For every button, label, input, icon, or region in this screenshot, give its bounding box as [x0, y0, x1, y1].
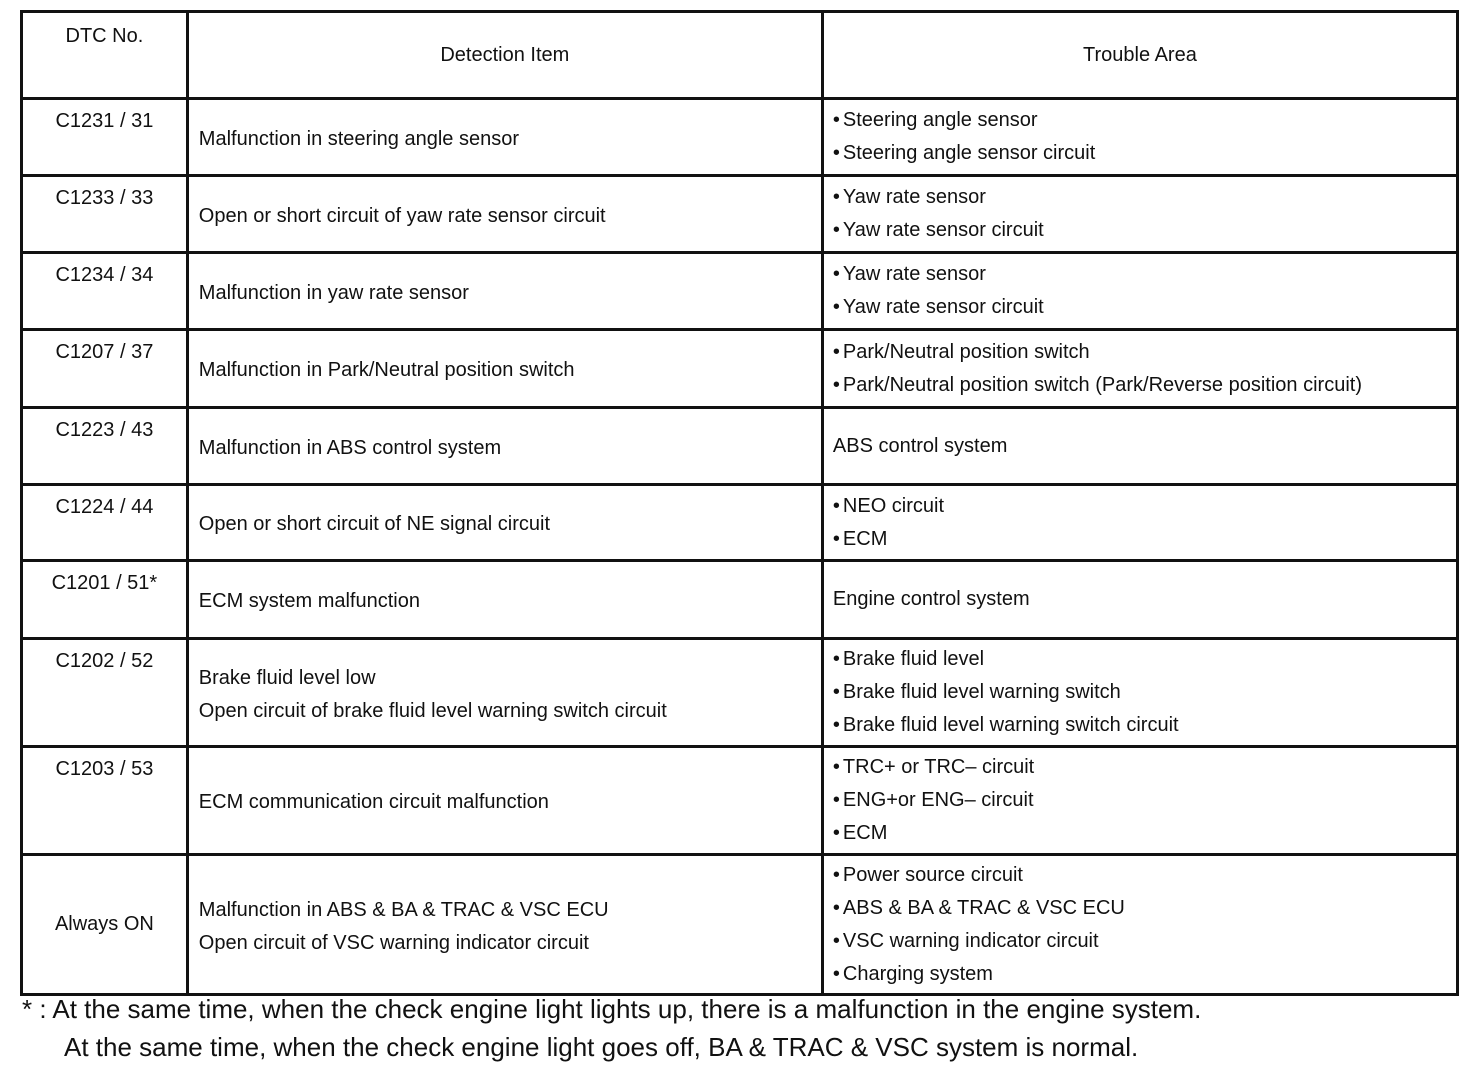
trouble-area-cell	[822, 176, 1457, 253]
table-row	[22, 639, 1458, 747]
header-trouble-area: Trouble Area	[822, 12, 1457, 99]
detection-item-line: Open or short circuit of NE signal circuit	[198, 513, 551, 535]
table-row	[22, 99, 1458, 176]
header-dtc-no: DTC No.	[22, 12, 188, 99]
trouble-area-bullet-item: • Park/Neutral position switch (Park/Reverse position circuit)	[833, 369, 1456, 402]
table-header-row	[22, 12, 1458, 99]
trouble-area-bullet-item: • Steering angle sensor circuit	[833, 137, 1456, 170]
trouble-area-bullet-item: • Yaw rate sensor	[833, 258, 1456, 291]
detection-item-cell	[187, 408, 822, 485]
dtc-table	[20, 10, 1459, 996]
detection-item-cell	[187, 561, 822, 639]
detection-item-cell	[187, 855, 822, 995]
trouble-area-bullet-item: • TRC+ or TRC– circuit	[833, 751, 1456, 784]
trouble-area-bullet-item: • NEO circuit	[833, 490, 1456, 523]
detection-item-line: Brake fluid level low	[198, 666, 376, 689]
trouble-area-cell	[822, 561, 1457, 639]
detection-item-cell	[187, 747, 822, 855]
detection-item-cell	[187, 99, 822, 176]
table-row	[22, 747, 1458, 855]
footnote	[22, 990, 1201, 1066]
trouble-area-text: ABS control system	[832, 434, 1008, 457]
trouble-area-bullet-item: • Yaw rate sensor	[833, 181, 1456, 214]
table-row	[22, 485, 1458, 561]
detection-item-line: Malfunction in steering angle sensor	[198, 127, 519, 150]
trouble-area-bullet-item: • Brake fluid level warning switch circuit	[833, 709, 1456, 742]
detection-item-cell	[187, 330, 822, 408]
trouble-area-cell	[822, 408, 1457, 485]
trouble-area-bullet-item: • ABS & BA & TRAC & VSC ECU	[833, 892, 1456, 925]
trouble-area-bullet-item: • Yaw rate sensor circuit	[833, 214, 1456, 247]
detection-item-cell	[187, 176, 822, 253]
trouble-area-bullet-item: • Brake fluid level warning switch	[833, 676, 1456, 709]
trouble-area-cell	[822, 855, 1457, 995]
table-body	[22, 99, 1458, 995]
dtc-code-cell: C1233 / 33	[22, 176, 188, 253]
trouble-area-bullet-item: • Yaw rate sensor circuit	[833, 291, 1456, 324]
trouble-area-cell	[822, 99, 1457, 176]
trouble-area-bullet-item: • Park/Neutral position switch	[833, 336, 1456, 369]
table-row	[22, 253, 1458, 330]
trouble-area-bullet-item: • ECM	[833, 523, 1456, 556]
trouble-area-cell	[822, 639, 1457, 747]
detection-item-cell	[187, 485, 822, 561]
trouble-area-cell	[822, 330, 1457, 408]
trouble-area-bullet-item: • Power source circuit	[833, 859, 1456, 892]
dtc-code-cell: C1207 / 37	[22, 330, 188, 408]
detection-item-line: ECM communication circuit malfunction	[198, 791, 549, 813]
trouble-area-bullet-item: • Charging system	[833, 958, 1456, 991]
dtc-code-cell: Always ON	[22, 855, 188, 995]
trouble-area-bullet-item: • VSC warning indicator circuit	[833, 925, 1456, 958]
dtc-code-cell: C1231 / 31	[22, 99, 188, 176]
detection-item-line: Malfunction in yaw rate sensor	[198, 281, 469, 304]
table-row	[22, 330, 1458, 408]
table-row	[22, 561, 1458, 639]
trouble-area-bullet-item: • ECM	[833, 817, 1456, 850]
trouble-area-bullet-item: • ENG+or ENG– circuit	[833, 784, 1456, 817]
dtc-code-cell: C1223 / 43	[22, 408, 188, 485]
dtc-code-cell: C1202 / 52	[22, 639, 188, 747]
detection-item-line: Malfunction in ABS control system	[198, 436, 502, 459]
dtc-code-cell: C1234 / 34	[22, 253, 188, 330]
trouble-area-cell	[822, 485, 1457, 561]
detection-item-line: Malfunction in Park/Neutral position switch	[198, 359, 575, 381]
trouble-area-text: Engine control system	[832, 588, 1030, 610]
table-row	[22, 176, 1458, 253]
detection-item-line: Open or short circuit of yaw rate sensor circuit	[198, 204, 606, 227]
detection-item-cell	[187, 639, 822, 747]
header-detection-item: Detection Item	[187, 12, 822, 99]
trouble-area-cell	[822, 253, 1457, 330]
detection-item-line: Open circuit of VSC warning indicator circuit	[198, 931, 589, 954]
footnote-line-1: * : At the same time, when the check engine light lights up, there is a malfunction in the engine system.	[22, 994, 1202, 1024]
trouble-area-cell	[822, 747, 1457, 855]
detection-item-line: Malfunction in ABS & BA & TRAC & VSC ECU	[198, 898, 609, 921]
detection-item-line: ECM system malfunction	[198, 590, 420, 612]
detection-item-cell	[187, 253, 822, 330]
footnote-line-2: At the same time, when the check engine light goes off, BA & TRAC & VSC system is normal.	[64, 1032, 1139, 1062]
table-row	[22, 855, 1458, 995]
dtc-code-cell: C1224 / 44	[22, 485, 188, 561]
dtc-code-cell: C1201 / 51*	[22, 561, 188, 639]
dtc-code-cell: C1203 / 53	[22, 747, 188, 855]
table-row	[22, 408, 1458, 485]
trouble-area-bullet-item: • Steering angle sensor	[833, 104, 1456, 137]
trouble-area-bullet-item: • Brake fluid level	[833, 643, 1456, 676]
detection-item-line: Open circuit of brake fluid level warning switch circuit	[198, 699, 667, 722]
